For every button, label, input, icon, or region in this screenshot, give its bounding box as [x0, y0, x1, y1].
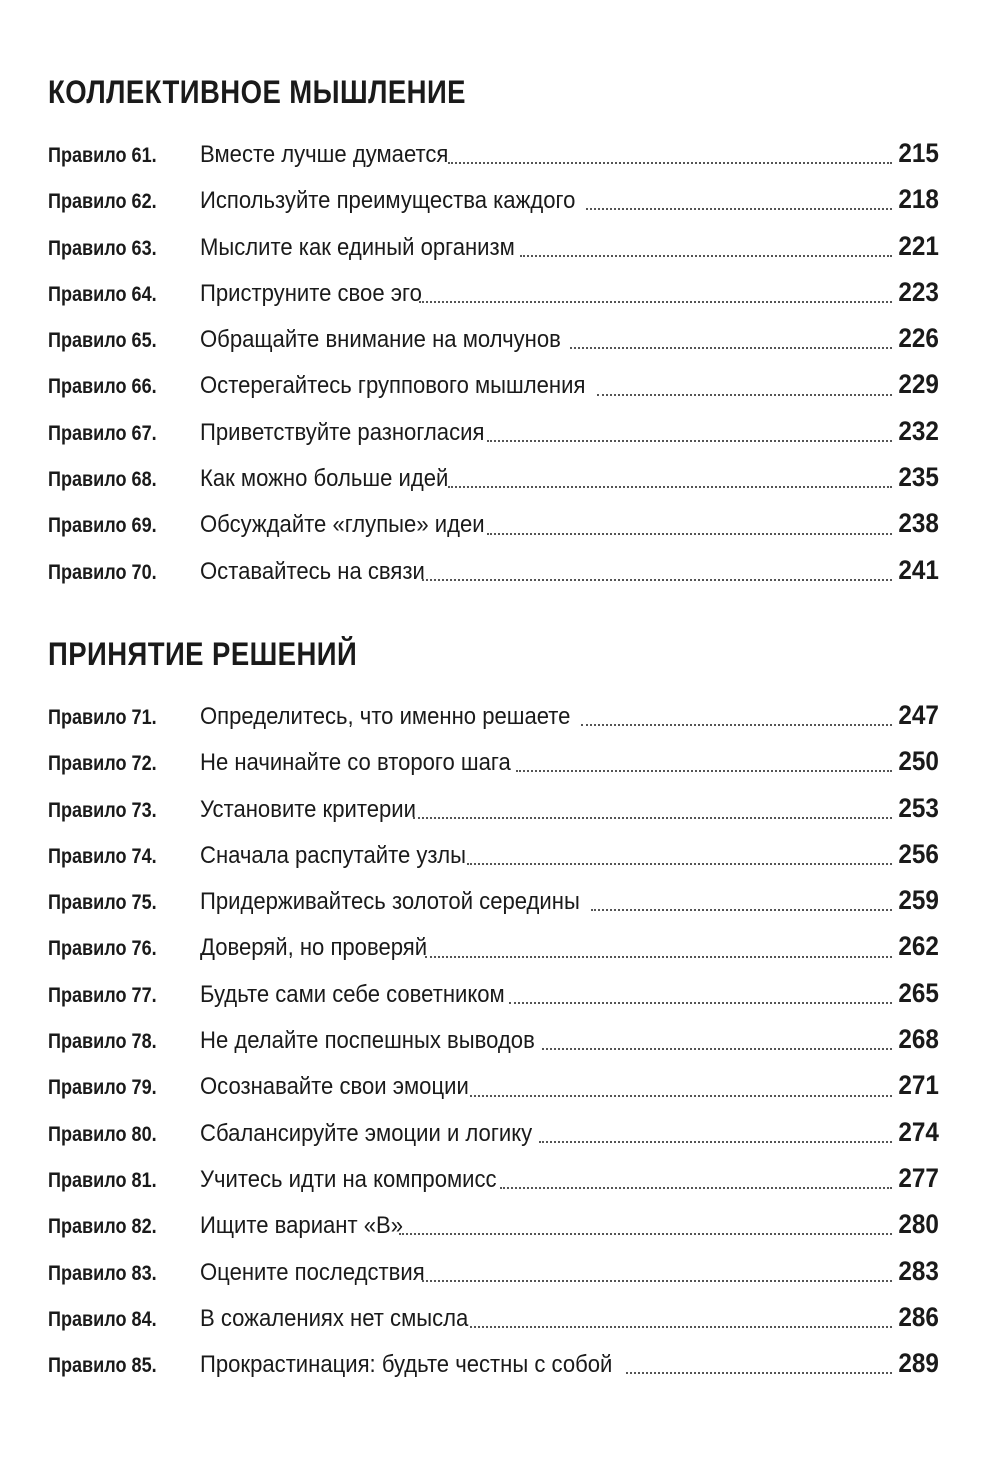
dot-leader [500, 1187, 892, 1189]
page-number: 286 [898, 1301, 939, 1332]
page-number: 232 [898, 415, 939, 446]
rule-title: Ищите вариант «В» [200, 1212, 404, 1240]
rule-title: Обсуждайте «глупые» идеи [200, 511, 485, 539]
page-number: 218 [898, 184, 939, 215]
toc-entry[interactable] [48, 408, 938, 454]
toc-entry[interactable] [48, 454, 938, 500]
dot-leader [470, 1095, 892, 1097]
rule-title: Как можно больше идей [200, 465, 449, 493]
page-number: 250 [898, 746, 939, 777]
dot-leader [487, 440, 892, 442]
page-number: 283 [898, 1255, 939, 1286]
rule-title: Оцените последствия [200, 1258, 425, 1286]
toc-entry[interactable] [48, 315, 938, 361]
toc-entry[interactable] [48, 831, 938, 877]
rule-title: Установите критерии [200, 795, 416, 823]
dot-leader [542, 1048, 892, 1050]
dot-leader [467, 863, 892, 865]
rule-number: Правило 79. [48, 1076, 157, 1100]
dot-leader [448, 162, 892, 164]
toc-entry[interactable] [48, 361, 938, 407]
rule-number: Правило 69. [48, 514, 157, 538]
rule-title: Доверяй, но проверяй [200, 934, 428, 962]
page-number: 226 [898, 323, 939, 354]
toc-entry[interactable] [48, 1340, 938, 1386]
rule-title: Учитесь идти на компромисс [200, 1165, 497, 1193]
rule-title: Осознавайте свои эмоции [200, 1073, 469, 1101]
page-number: 215 [898, 138, 939, 168]
toc-entry[interactable] [48, 269, 938, 315]
rule-number: Правило 71. [48, 706, 157, 729]
rule-number: Правило 67. [48, 421, 157, 445]
rule-number: Правило 77. [48, 983, 157, 1007]
toc-entry[interactable] [48, 877, 938, 923]
page-number: 223 [898, 276, 939, 307]
toc-entry[interactable] [48, 1294, 938, 1340]
rule-number: Правило 73. [48, 798, 157, 822]
toc-entry[interactable] [48, 1201, 938, 1247]
rule-title: Будьте сами себе советником [200, 980, 505, 1008]
dot-leader [422, 579, 892, 581]
toc-entry[interactable] [48, 970, 938, 1016]
rule-title: Сначала распутайте узлы [200, 841, 467, 869]
toc-entry[interactable] [48, 130, 938, 176]
dot-leader [470, 1326, 892, 1328]
toc-entry[interactable] [48, 1248, 938, 1294]
rule-number: Правило 80. [48, 1122, 157, 1146]
page-number: 271 [898, 1070, 939, 1101]
page-number: 268 [898, 1024, 939, 1055]
rule-number: Правило 84. [48, 1307, 157, 1331]
rule-number: Правило 62. [48, 190, 157, 214]
rule-number: Правило 65. [48, 329, 157, 353]
rule-number: Правило 61. [48, 144, 157, 167]
page-number: 265 [898, 977, 939, 1008]
dot-leader [422, 1280, 892, 1282]
page-number: 280 [898, 1209, 939, 1240]
toc-entry[interactable] [48, 223, 938, 269]
page-number: 256 [898, 838, 939, 869]
rule-title: Оставайтесь на связи [200, 557, 425, 585]
rule-title: Определитесь, что именно решаете [200, 703, 571, 730]
rule-number: Правило 75. [48, 891, 157, 915]
page-number: 289 [898, 1348, 939, 1379]
section-title: ПРИНЯТИЕ РЕШЕНИЙ [48, 636, 358, 672]
toc-entry[interactable] [48, 785, 938, 831]
rule-number: Правило 83. [48, 1261, 157, 1285]
rule-title: Прокрастинация: будьте честны с собой [200, 1351, 613, 1379]
rule-title: Обращайте внимание на молчунов [200, 326, 561, 354]
toc-list [48, 692, 938, 1386]
rule-title: Мыслите как единый организм [200, 233, 515, 261]
toc-entry[interactable] [48, 923, 938, 969]
toc-entry[interactable] [48, 692, 938, 738]
page-number: 262 [898, 931, 939, 962]
rule-title: Приветствуйте разногласия [200, 418, 485, 446]
page-number: 277 [898, 1162, 939, 1193]
dot-leader [419, 301, 892, 303]
rule-number: Правило 68. [48, 468, 157, 492]
page-number: 247 [898, 700, 939, 730]
rule-title: Остерегайтесь группового мышления [200, 372, 586, 400]
rule-number: Правило 78. [48, 1030, 157, 1054]
section-title: КОЛЛЕКТИВНОЕ МЫШЛЕНИЕ [48, 74, 466, 110]
dot-leader [487, 533, 892, 535]
rule-title: Вместе лучше думается [200, 141, 449, 168]
dot-leader [539, 1141, 892, 1143]
toc-entry[interactable] [48, 1016, 938, 1062]
page-number: 229 [898, 369, 939, 400]
toc-entry[interactable] [48, 1062, 938, 1108]
page-number: 253 [898, 792, 939, 823]
rule-title: В сожалениях нет смысла [200, 1304, 469, 1332]
rule-number: Правило 66. [48, 375, 157, 399]
dot-leader [597, 394, 892, 396]
rule-title: Не начинайте со второго шага [200, 749, 511, 777]
rule-number: Правило 81. [48, 1168, 157, 1192]
rule-title: Используйте преимущества каждого [200, 187, 576, 215]
dot-leader [425, 956, 892, 958]
page-number: 259 [898, 885, 939, 916]
rule-number: Правило 70. [48, 560, 157, 584]
rule-number: Правило 64. [48, 282, 157, 306]
page-number: 235 [898, 462, 939, 493]
rule-title: Приструните свое эго [200, 279, 422, 307]
rule-number: Правило 72. [48, 752, 157, 776]
rule-title: Придерживайтесь золотой середины [200, 888, 580, 916]
toc-section-collective-thinking [48, 72, 938, 593]
dot-leader [509, 1002, 892, 1004]
page-number: 241 [898, 554, 939, 585]
dot-leader [591, 909, 892, 911]
toc-entry[interactable] [48, 500, 938, 546]
rule-number: Правило 76. [48, 937, 157, 961]
toc-entry[interactable] [48, 1155, 938, 1201]
rule-number: Правило 85. [48, 1354, 157, 1378]
toc-list [48, 130, 938, 593]
dot-leader [626, 1372, 892, 1374]
toc-section-decision-making [48, 634, 938, 1386]
page-number: 221 [898, 230, 939, 261]
rule-title: Не делайте поспешных выводов [200, 1027, 535, 1055]
dot-leader [413, 817, 892, 819]
dot-leader [581, 724, 892, 726]
rule-number: Правило 74. [48, 844, 157, 868]
dot-leader [448, 486, 892, 488]
rule-number: Правило 63. [48, 236, 157, 260]
rule-number: Правило 82. [48, 1215, 157, 1239]
rule-title: Сбалансируйте эмоции и логику [200, 1119, 533, 1147]
dot-leader [570, 347, 892, 349]
dot-leader [399, 1233, 892, 1235]
dot-leader [586, 208, 892, 210]
dot-leader [516, 770, 892, 772]
page-number: 274 [898, 1116, 939, 1147]
toc-entry[interactable] [48, 1109, 938, 1155]
page-number: 238 [898, 508, 939, 539]
dot-leader [520, 255, 892, 257]
toc-entry[interactable] [48, 738, 938, 784]
toc-entry[interactable] [48, 547, 938, 593]
toc-entry[interactable] [48, 176, 938, 222]
